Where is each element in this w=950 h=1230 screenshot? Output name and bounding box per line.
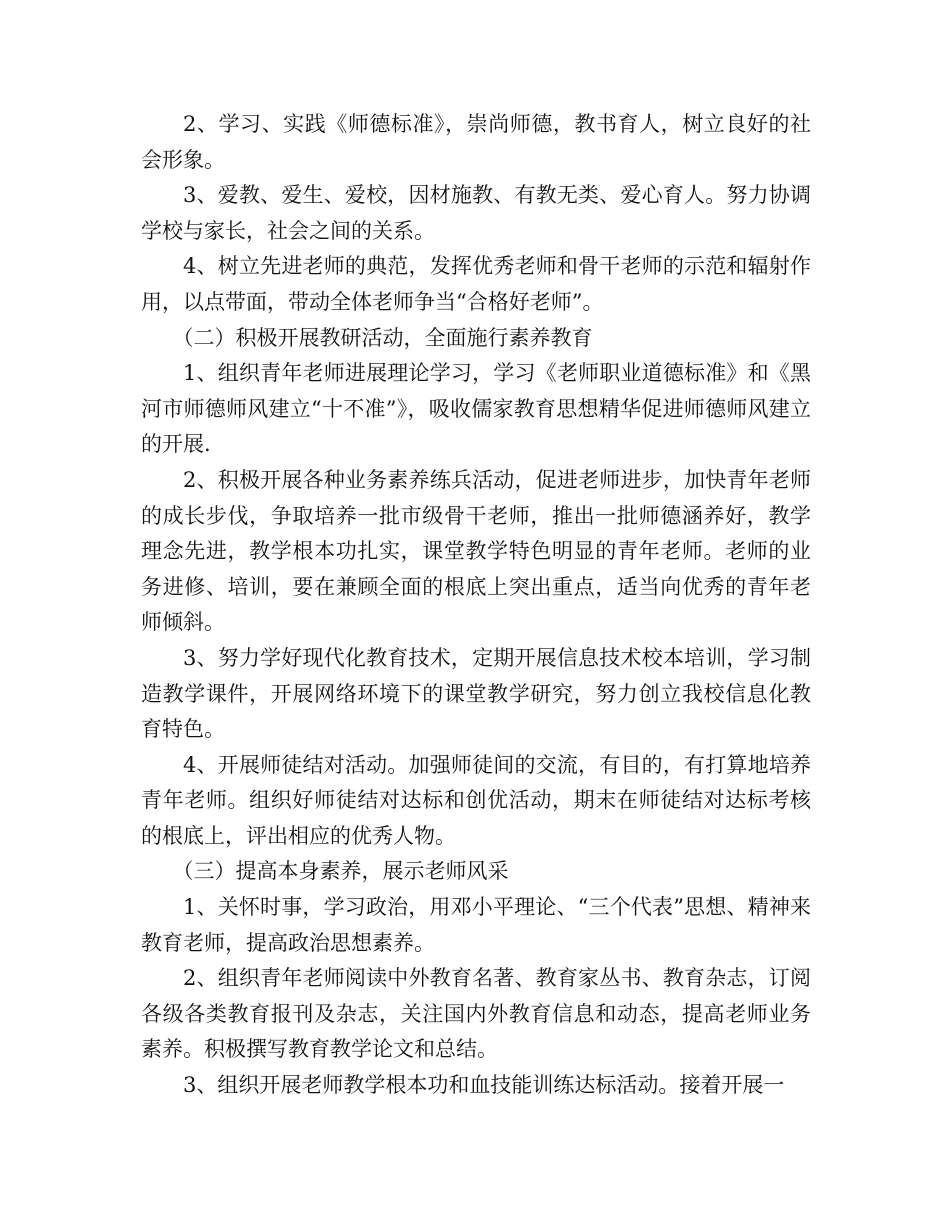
paragraph-9: 2、组织青年老师阅读中外教育名著、教育家丛书、教育杂志，订阅各级各类教育报刊及杂志，关注国内外教育信息和动态，提高老师业务素养。积极撰写教育教学论文和总结。 <box>141 966 811 1062</box>
paragraph-3: 4、树立先进老师的典范，发挥优秀老师和骨干老师的示范和辐射作用，以点带面，带动全体老师争当“合格好老师”。 <box>141 254 811 314</box>
paragraph-7: 4、开展师徒结对活动。加强师徒间的交流，有目的，有打算地培养青年老师。组织好师徒结对达标和创优活动，期末在师徒结对达标考核的根底上，评出相应的优秀人物。 <box>141 752 811 848</box>
paragraph-4: 1、组织青年老师进展理论学习，学习《老师职业道德标准》和《黑河市师德师风建立“十不准”》，吸收儒家教育思想精华促进师德师风建立的开展. <box>141 361 811 457</box>
paragraph-10: 3、组织开展老师教学根本功和血技能训练达标活动。接着开展一 <box>183 1073 785 1098</box>
section-heading-2: （二）积极开展教研活动，全面施行素养教育 <box>172 325 593 350</box>
paragraph-2: 3、爱教、爱生、爱校，因材施教、有教无类、爱心育人。努力协调学校与家长，社会之间的关系。 <box>141 183 811 243</box>
document-page <box>141 107 811 1104</box>
section-heading-3: （三）提高本身素养，展示老师风采 <box>172 859 509 884</box>
paragraph-1: 2、学习、实践《师德标准》，崇尚师德，教书育人，树立良好的社会形象。 <box>141 112 811 172</box>
paragraph-5: 2、积极开展各种业务素养练兵活动，促进老师进步，加快青年老师的成长步伐，争取培养一批市级骨干老师，推出一批师德涵养好，教学理念先进，教学根本功扎实，课堂教学特色明显的青年老师。老师的业务进修、培训，要在兼顾全面的根底上突出重点，适当向优秀的青年老师倾斜。 <box>141 467 811 635</box>
paragraph-8: 1、关怀时事，学习政治，用邓小平理论、“三个代表”思想、精神来教育老师，提高政治思想素养。 <box>141 895 811 955</box>
paragraph-6: 3、努力学好现代化教育技术，定期开展信息技术校本培训，学习制造教学课件，开展网络环境下的课堂教学研究，努力创立我校信息化教育特色。 <box>141 645 811 742</box>
